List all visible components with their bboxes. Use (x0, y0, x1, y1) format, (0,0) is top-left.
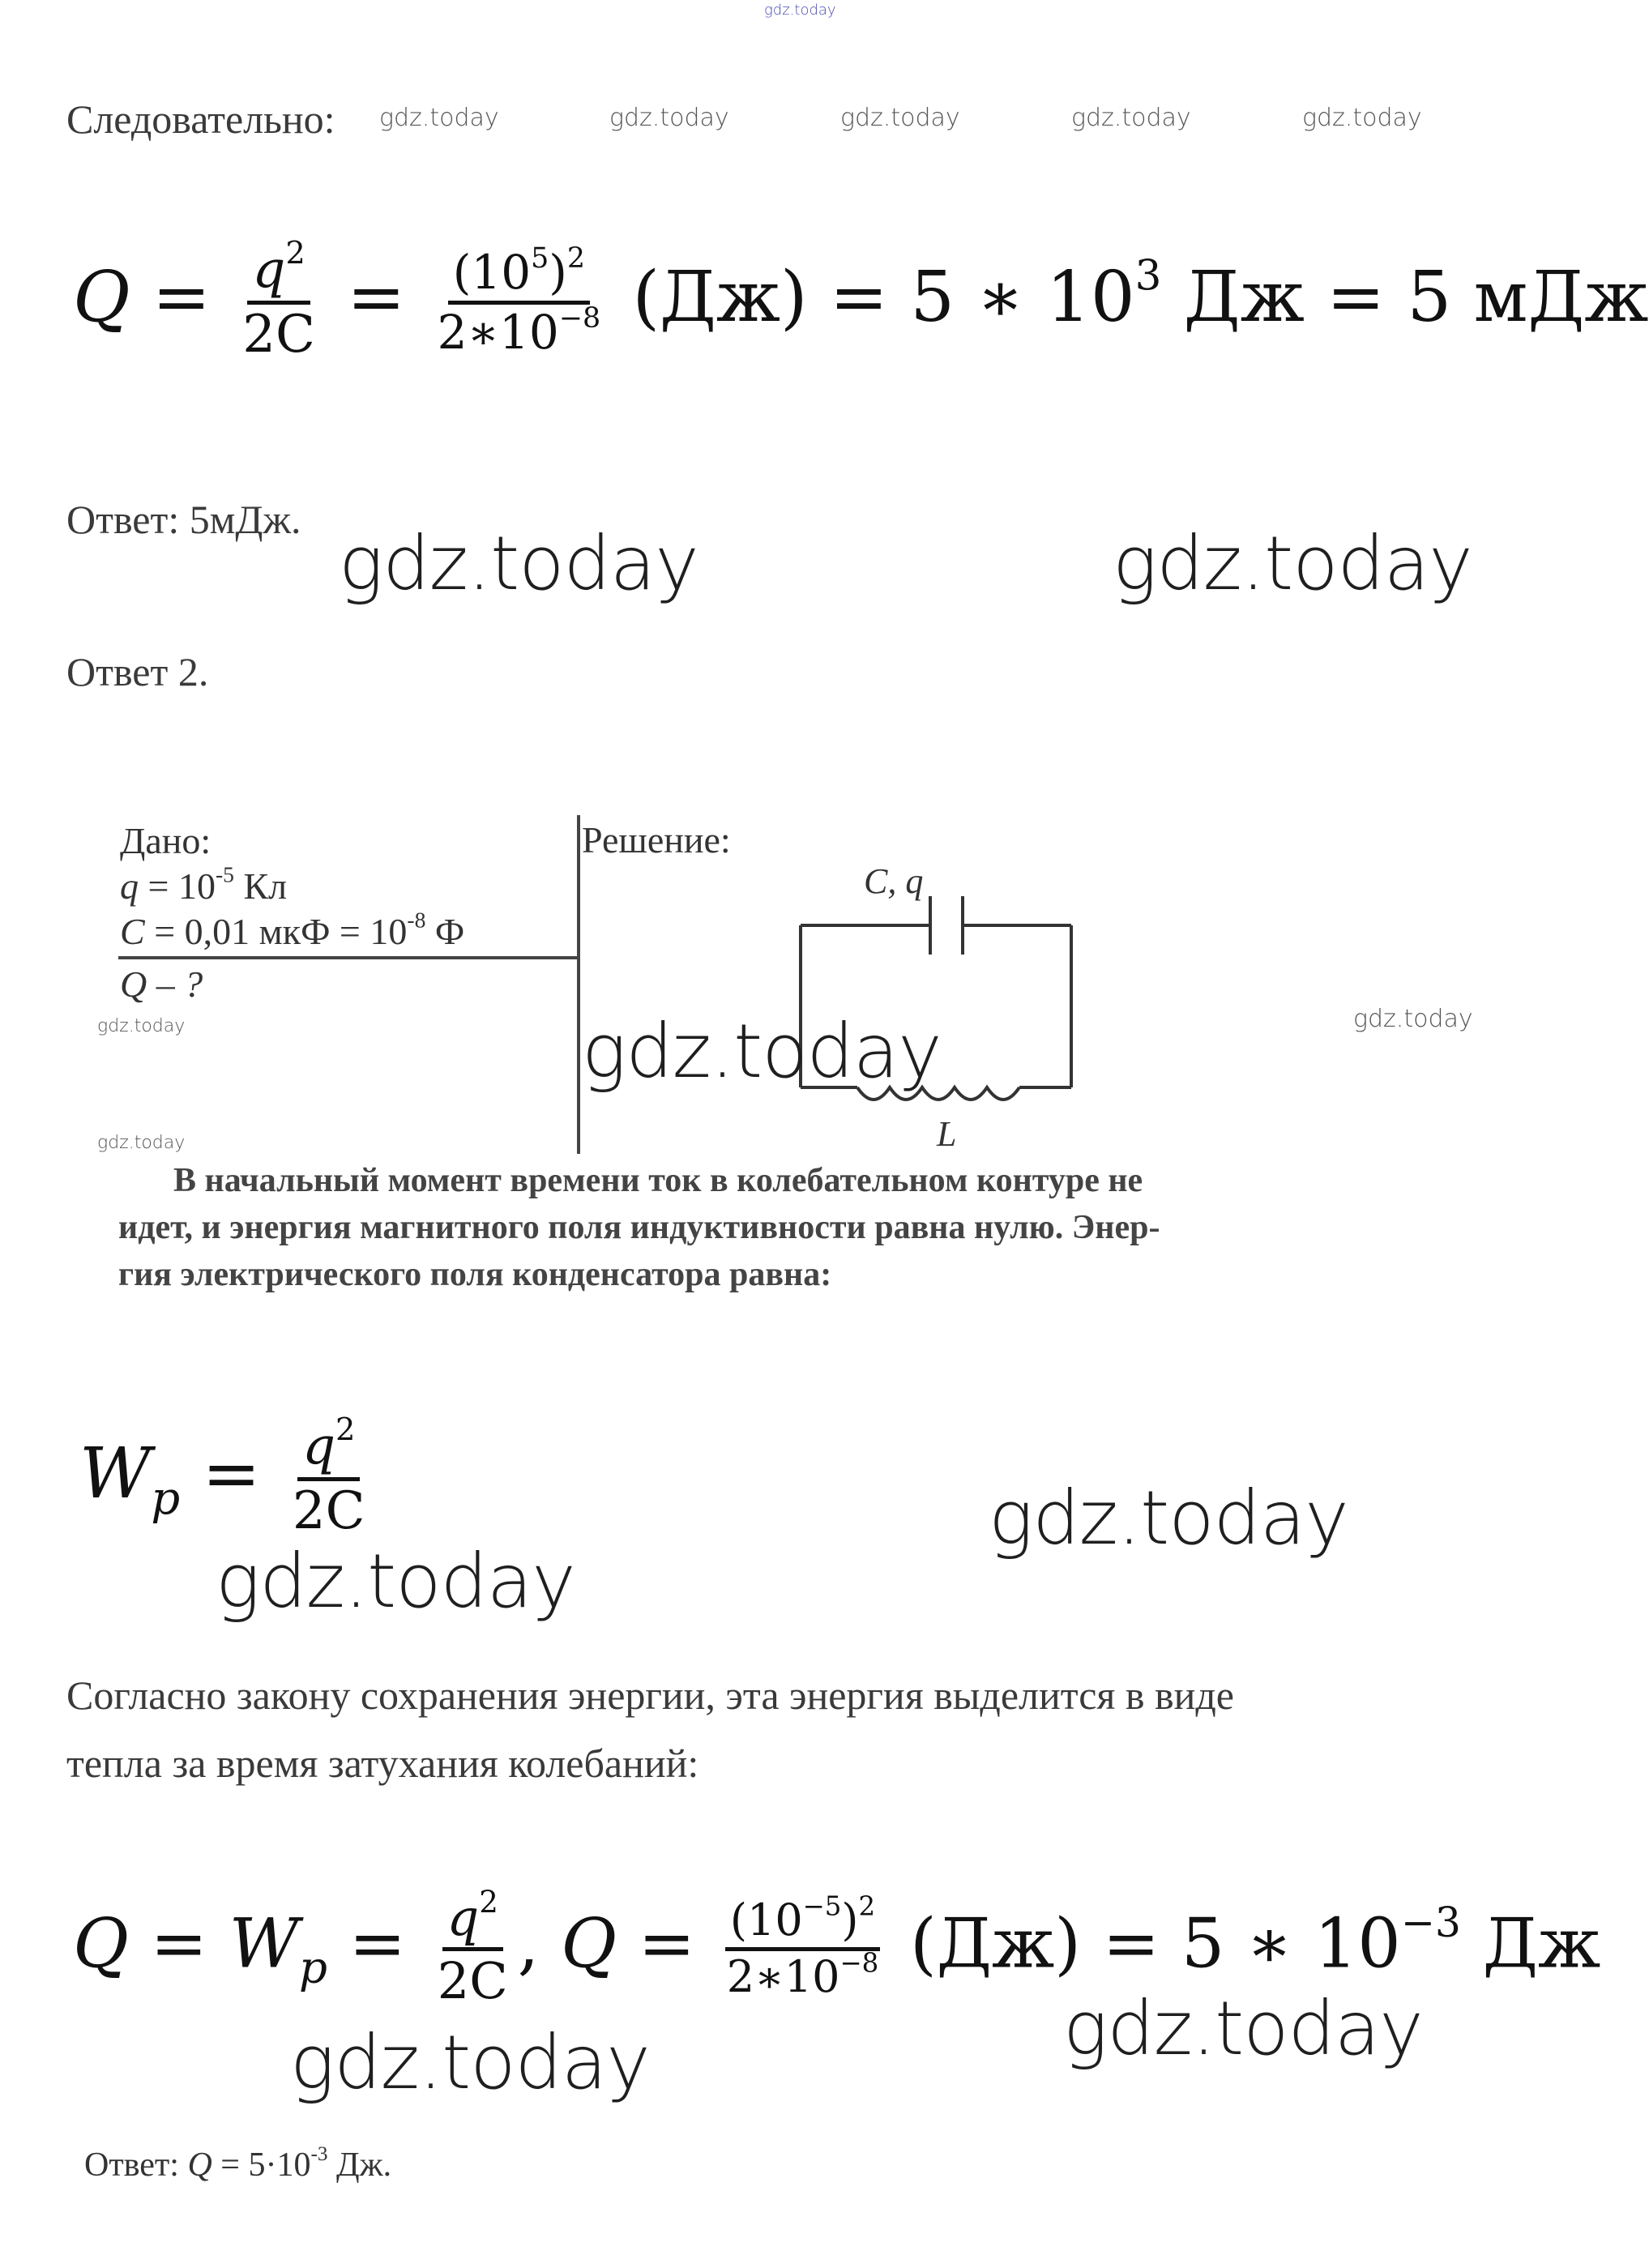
given-title: Дано: (120, 820, 211, 861)
watermark-row-5: gdz.today (1302, 104, 1422, 132)
watermark-big-1: gdz.today (339, 520, 698, 607)
heading-otvet-2: Ответ 2. (66, 649, 209, 694)
scan-paragraph-line-3: гия электрического поля конденсатора равна: (118, 1256, 832, 1293)
formula-heat-1: Q = $\frac{q^2}{2C}$ = $\frac{(10^5)^2}{2∗10^{-8}}$ (Дж) = 5 ∗ $10^3$ Дж = 5 мДж (73, 235, 1649, 365)
scan-paragraph-line-1: В начальный момент времени ток в колебательном контуре не (173, 1162, 1143, 1199)
formula-wp: $W_p$ = $\frac{q^2}{2C}$ (79, 1412, 365, 1542)
formula-final: $Q = W_p$ = $\frac{q^2}{2C}$ , Q = $\frac{(10^{-5})^2}{2∗10^{-8}}$ (Дж) = 5 ∗ $10^{-3}$ Дж (73, 1884, 1601, 2011)
watermark-tiny-1: gdz.today (97, 1016, 186, 1036)
final-answer: Ответ: $Q = 5\cdot 10^{-3}$ Дж. (84, 2143, 392, 2184)
watermark-big-2: gdz.today (1113, 520, 1472, 607)
heading-sledovatelno: Следовательно: (66, 96, 335, 142)
watermark-row-1: gdz.today (379, 104, 499, 132)
scan-paragraph (118, 1157, 1160, 1298)
answer-1: Ответ: 5мДж. (66, 497, 301, 542)
watermark-big-4: gdz.today (989, 1475, 1348, 1561)
capacitor-label: C, q (864, 861, 924, 901)
watermark-big-5: gdz.today (216, 1538, 575, 1625)
watermark-top: gdz.today (764, 2, 836, 19)
watermark-small-right: gdz.today (1353, 1005, 1473, 1033)
given-block (120, 818, 464, 955)
inductor-label: L (937, 1114, 957, 1154)
watermark-big-3: gdz.today (582, 1008, 942, 1095)
scan-paragraph-line-2: идет, и энергия магнитного поля индуктивности равна нулю. Энер- (118, 1209, 1160, 1246)
given-divider (118, 956, 579, 959)
watermark-big-7: gdz.today (290, 2019, 650, 2106)
watermark-row-4: gdz.today (1071, 104, 1191, 132)
solution-title: Решение: (582, 819, 731, 861)
conservation-text (66, 1661, 1234, 1797)
given-q: $q = 10^{-5}$ Кл (120, 861, 288, 907)
watermark-big-6: gdz.today (1063, 1985, 1423, 2072)
watermark-tiny-2: gdz.today (97, 1133, 186, 1153)
given-c: C = 0,01 мкФ = $10^{-8}$ Ф (120, 907, 465, 952)
conservation-line-2: тепла за время затухания колебаний: (66, 1741, 699, 1786)
conservation-line-1: Согласно закону сохранения энергии, эта энергия выделится в виде (66, 1672, 1234, 1718)
watermark-row-3: gdz.today (840, 104, 960, 132)
solution-vertical-divider (577, 815, 580, 1154)
given-find: Q – ? (120, 963, 203, 1005)
watermark-row-2: gdz.today (609, 104, 729, 132)
